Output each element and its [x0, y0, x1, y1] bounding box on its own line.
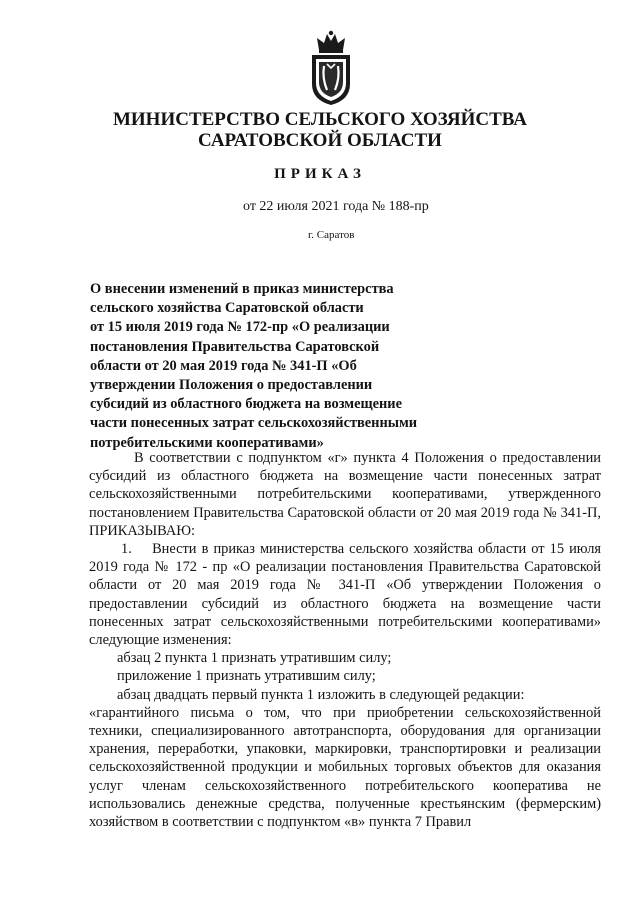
order-city: г. Саратов: [308, 229, 355, 241]
quoted-text-paragraph: «гарантийного письма о том, что при приобретении сельскохозяйственной техники, специализированного автотранспорта, оборудования для организации хранения, переработки, упаковки, маркировки, транспортировки и реализации сельскохозяйственной продукции и мобильных торговых объектов для оказания услуг членам сельскохозяйственного потребительского кооператива не использовались денежные средства, полученные крестьянским (фермерским) хозяйством в соответствии с подпунктом «в» пункта 7 Правил: [89, 704, 601, 831]
preamble-paragraph: В соответствии с подпунктом «г» пункта 4 Положения о предоставлении субсидий из областного бюджета на возмещение части понесенных затрат сельскохозяйственными потребительскими кооперативами, утвержденного постановлением Правительства Саратовской области от 20 мая 2019 года № 341-П, ПРИКАЗЫВАЮ:: [89, 450, 601, 539]
subject-line: части понесенных затрат сельскохозяйственными: [90, 415, 418, 432]
subject-line: от 15 июля 2019 года № 172-пр «О реализации: [90, 319, 390, 336]
change-paragraph: абзац 2 пункта 1 признать утратившим силу;: [117, 650, 392, 667]
subject-line: постановления Правительства Саратовской: [90, 338, 380, 355]
order-body: [89, 449, 601, 831]
subject-line: потребительскими кооперативами»: [90, 434, 324, 451]
item-1-paragraph: 1. Внести в приказ министерства сельского хозяйства области от 15 июля 2019 года № 172 - пр «О реализации постановления Правительства Саратовской области от 20 мая 2019 года № 341-П «Об утверждении Положения о предоставлении субсидий из областного бюджета на возмещение части понесенных затрат сельскохозяйственными потребительскими кооперативами» следующие изменения:: [89, 541, 601, 649]
change-paragraph: абзац двадцать первый пункта 1 изложить в следующей редакции:: [117, 686, 525, 703]
subject-line: О внесении изменений в приказ министерства: [90, 281, 394, 297]
order-subject: [90, 280, 422, 453]
order-title: ПРИКАЗ: [274, 166, 366, 182]
coat-of-arms-icon: [305, 30, 357, 106]
ministry-name-line1: МИНИСТЕРСТВО СЕЛЬСКОГО ХОЗЯЙСТВА: [112, 109, 528, 130]
subject-line: утверждении Положения о предоставлении: [90, 377, 373, 394]
order-date: от 22 июля 2021 года № 188-пр: [243, 199, 429, 214]
ministry-name-line2: САРАТОВСКОЙ ОБЛАСТИ: [198, 130, 442, 151]
subject-line: сельского хозяйства Саратовской области: [90, 300, 364, 317]
change-paragraph: приложение 1 признать утратившим силу;: [117, 668, 376, 685]
subject-line: области от 20 мая 2019 года № 341-П «Об: [90, 357, 357, 374]
subject-line: субсидий из областного бюджета на возмещение: [90, 396, 402, 413]
